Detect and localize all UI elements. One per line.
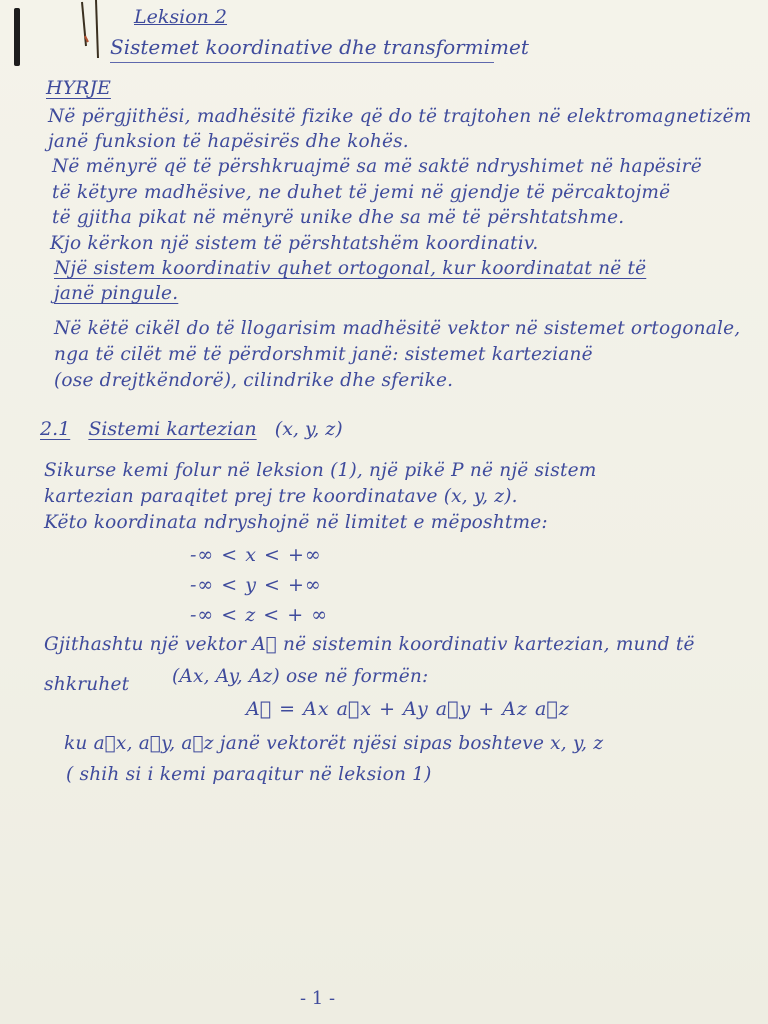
intro-line: të gjitha pikat në mënyrë unike dhe sa më të përshtatshme. [52, 207, 625, 228]
intro-heading: HYRJE [46, 77, 111, 99]
vector-line: Gjithashtu një vektor A⃗ në sistemin koordinativ kartezian, mund të [44, 634, 695, 655]
intro-line: Në mënyrë që të përshkruajmë sa më saktë ndryshimet në hapësirë [52, 156, 702, 177]
title-underline [110, 62, 494, 63]
section-line: Këto koordinata ndryshojnë në limitet e mëposhtme: [44, 512, 548, 533]
page-number: - 1 - [300, 988, 336, 1009]
vector-formula: A⃗ = Ax a⃗x + Ay a⃗y + Az a⃗z [246, 698, 570, 720]
intro-line: janë pingule. [54, 283, 179, 304]
intro-line: Një sistem koordinativ quhet ortogonal, kur koordinatat në të [54, 258, 647, 279]
notebook-binding-mark [14, 8, 20, 66]
after-line: ku a⃗x, a⃗y, a⃗z janë vektorët njësi sipas boshteve x, y, z [64, 733, 604, 754]
limit-y: -∞ < y < +∞ [190, 574, 322, 596]
limit-z: -∞ < z < + ∞ [190, 604, 329, 626]
lesson-label: Leksion 2 [134, 6, 228, 28]
pen-mark-decoration [78, 0, 102, 60]
intro-line: (ose drejtkëndorë), cilindrike dhe sferike. [54, 370, 454, 391]
intro-line: nga të cilët më të përdorshmit janë: sistemet kartezianë [54, 344, 593, 365]
section-number: 2.1 [40, 418, 71, 440]
section-heading [40, 420, 343, 439]
section-coordinates: (x, y, z) [274, 418, 343, 440]
limit-x: -∞ < x < +∞ [190, 544, 322, 566]
section-title: Sistemi kartezian [88, 418, 257, 440]
intro-line: janë funksion të hapësirës dhe kohës. [48, 131, 409, 152]
section-line: Sikurse kemi folur në leksion (1), një pikë P në një sistem [44, 460, 597, 481]
section-line: kartezian paraqitet prej tre koordinatave (x, y, z). [44, 486, 518, 507]
vector-line: (Ax, Ay, Az) ose në formën: [172, 666, 429, 687]
page-title: Sistemet koordinative dhe transformimet [110, 35, 529, 59]
vector-line: shkruhet [44, 674, 130, 695]
intro-line: Në përgjithësi, madhësitë fizike që do të trajtohen në elektromagnetizëm [48, 106, 752, 127]
intro-line: të këtyre madhësive, ne duhet të jemi në gjendje të përcaktojmë [52, 182, 671, 203]
after-line: ( shih si i kemi paraqitur në leksion 1) [66, 764, 432, 785]
intro-line: Në këtë cikël do të llogarisim madhësitë vektor në sistemet ortogonale, [54, 318, 741, 339]
intro-line: Kjo kërkon një sistem të përshtatshëm koordinativ. [50, 233, 539, 254]
